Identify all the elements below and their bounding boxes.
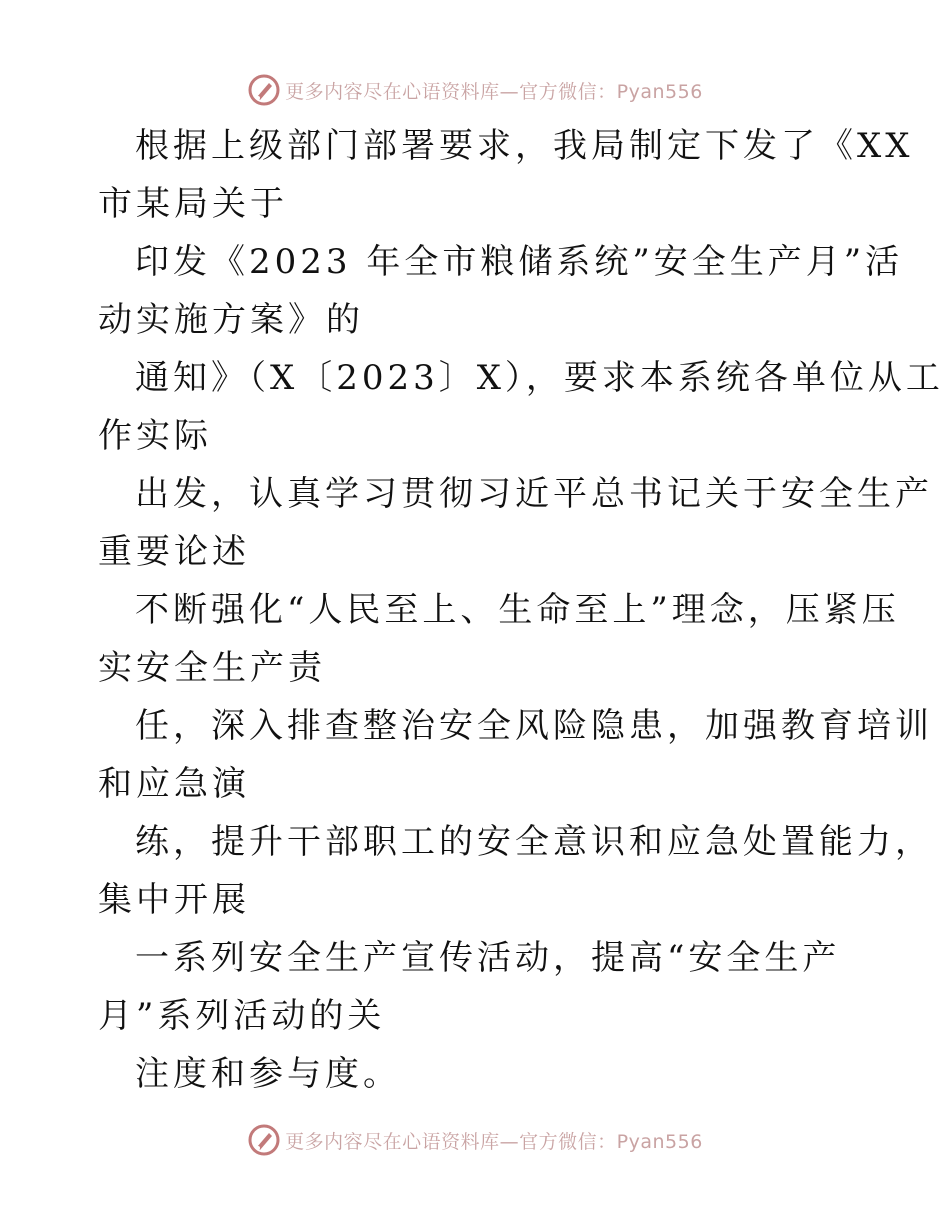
text-line: 集中开展 xyxy=(98,880,250,920)
text-line: 和应急演 xyxy=(98,764,250,804)
text-line: 根据上级部门部署要求，我局制定下发了《XX xyxy=(135,126,914,166)
text-line: 作实际 xyxy=(98,416,212,456)
text-line: 出发，认真学习贯彻习近平总书记关于安全生产 xyxy=(135,474,933,514)
text-line: 一系列安全生产宣传活动，提高“安全生产 xyxy=(135,938,841,978)
text-line: 印发《2023 年全市粮储系统”安全生产月”活 xyxy=(135,242,904,282)
text-line: 注度和参与度。 xyxy=(135,1054,401,1094)
text-line: 月”系列活动的关 xyxy=(98,996,386,1036)
watermark-text: 更多内容尽在心语资料库—官方微信：Pyan556 xyxy=(285,1130,703,1153)
text-line: 实安全生产责 xyxy=(98,648,326,688)
text-line: 通知》（X〔2023〕X），要求本系统各单位从工 xyxy=(135,358,944,398)
text-line: 市某局关于 xyxy=(98,184,288,224)
text-line: 练，提升干部职工的安全意识和应急处置能力， xyxy=(135,822,933,862)
header-watermark xyxy=(0,70,950,110)
text-line: 动实施方案》的 xyxy=(98,300,364,340)
pen-nib-logo-icon xyxy=(247,73,281,107)
footer-watermark xyxy=(0,1120,950,1160)
text-line: 任，深入排查整治安全风险隐患，加强教育培训 xyxy=(135,706,933,746)
text-line: 重要论述 xyxy=(98,532,250,572)
watermark-text: 更多内容尽在心语资料库—官方微信：Pyan556 xyxy=(285,80,703,103)
pen-nib-logo-icon xyxy=(247,1123,281,1157)
text-line: 不断强化“人民至上、生命至上”理念，压紧压 xyxy=(135,590,900,630)
